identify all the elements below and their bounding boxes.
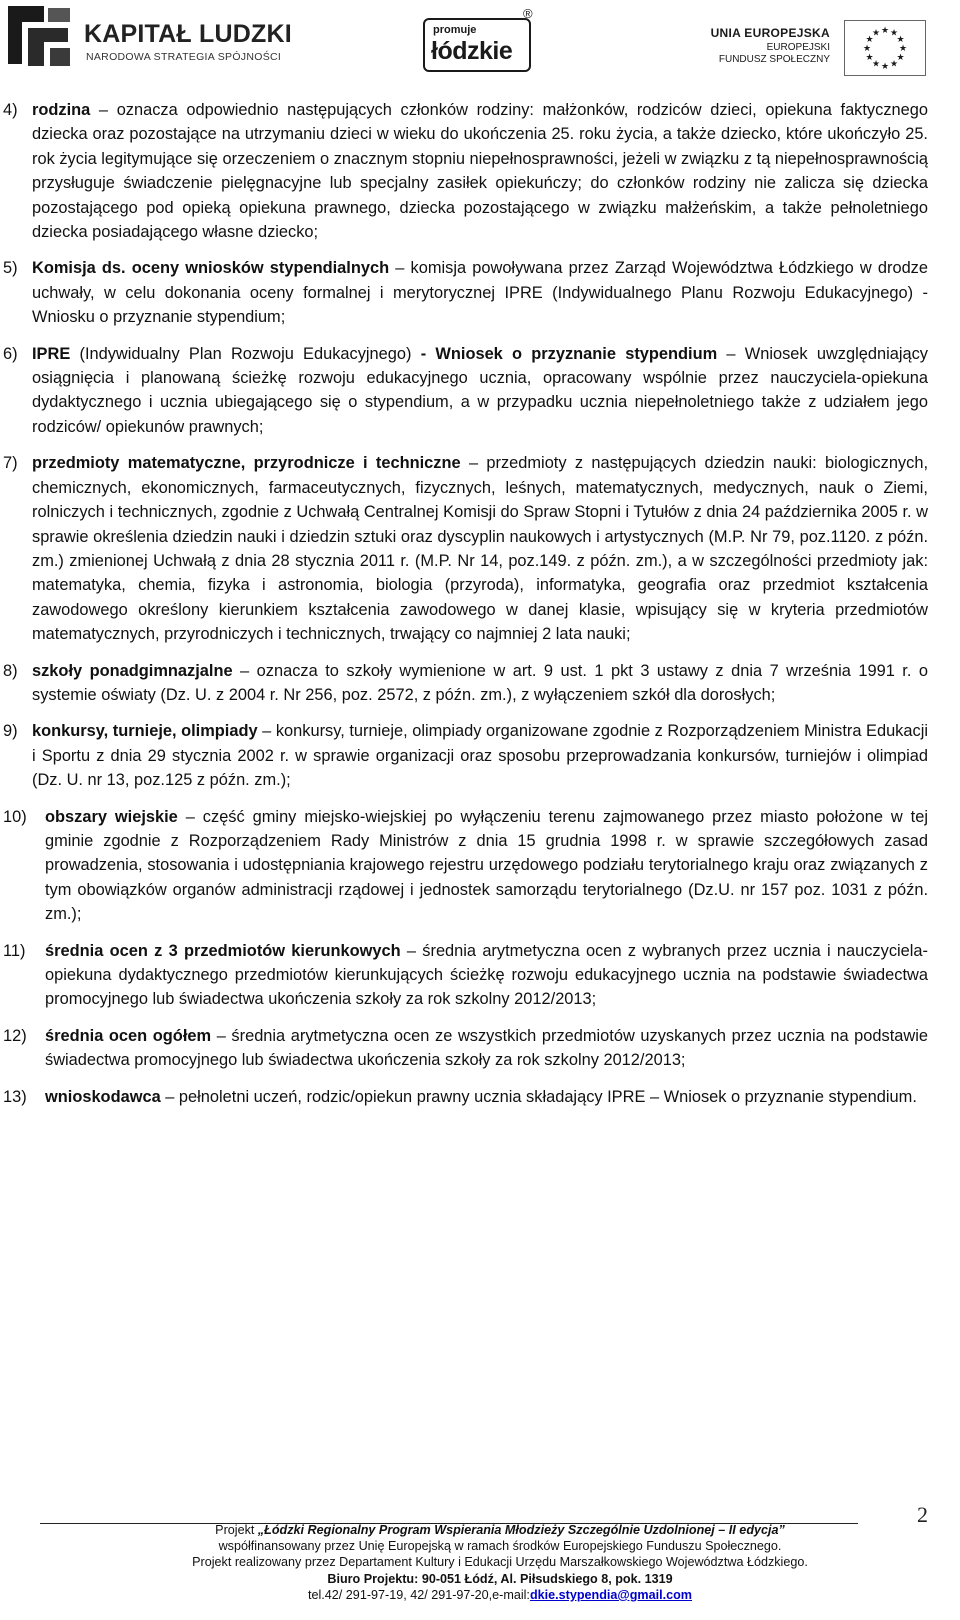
item-number: 10)	[3, 807, 27, 826]
definition-item-10	[3, 805, 928, 927]
item-text: – średnia arytmetyczna ocen z wybranych przez ucznia i nauczyciela-opiekuna dydaktycznego przedmiotów kierunkujących ścieżkę rozwoju edukacyjnego ucznia na podstawie świadectwa promocyjnego lub świadectwa ukończenia szkoły za rok szkolny 2012/2013;	[45, 941, 928, 1009]
svg-text:★: ★	[865, 53, 874, 63]
kapital-ludzki-logo	[4, 2, 304, 72]
kapital-ludzki-name: KAPITAŁ LUDZKI	[84, 20, 292, 48]
item-text: – średnia arytmetyczna ocen ze wszystkich przedmiotów uzyskanych przez ucznia na podstawie świadectwa promocyjnego lub świadectwa ukończenia szkoły za rok szkolny 2012/2013;	[45, 1026, 928, 1070]
svg-text:★: ★	[898, 44, 908, 54]
item-text: – przedmioty z następujących dziedzin nauki: biologicznych, chemicznych, ekonomicznych, farmaceutycznych, fizycznych, leśnych, matematycznych, medycznych, nauk o Ziemi, rolniczych i technicznych, zgodnie z Uchwałą Centralnej Komisji do Spraw Stopni i Tytułów z dnia 24 października 2005 r. w sprawie określenia dziedzin nauki i dziedzin sztuki oraz dyscyplin naukowych i artystycznych (M.P. Nr 79, poz.1120. z późn. zm.) zmienionej Uchwałą z dnia 28 stycznia 2011 r. (M.P. Nr 14, poz.149. z późn. zm.), a w szczególności przedmioty jak: matematyka, chemia, fizyka i astronomia, biologia (przyroda), informatyka, geografia oraz przedmiot kształcenia zawodowego określony kierunkiem kształcenia zawodowego w danej klasie, wpisujący się w kryteria przedmiotów matematycznych, przyrodniczych i technicznych, trwający co najmniej 2 lata nauki;	[32, 454, 928, 644]
lodzkie-logo-main: łódzkie	[431, 37, 513, 65]
item-term: wnioskodawca	[45, 1087, 161, 1106]
definition-item-12	[3, 1024, 928, 1073]
svg-text:★: ★	[896, 53, 905, 63]
svg-text:★: ★	[865, 35, 874, 45]
item-term: Komisja ds. oceny wniosków stypendialnych	[32, 259, 390, 278]
eu-line-1: UNIA EUROPEJSKA	[710, 26, 830, 40]
item-text: – pełnoletni uczeń, rodzic/opiekun prawny ucznia składający IPRE – Wniosek o przyznanie stypendium.	[160, 1087, 917, 1106]
item-text: – oznacza to szkoły wymienione w art. 9 ust. 1 pkt 3 ustawy z dnia 7 września 1991 r. o systemie oświaty (Dz. U. z 2004 r. Nr 256, poz. 2572, z późn. zm.), z wyłączeniem szkół dla dorosłych;	[32, 661, 928, 704]
svg-text:★: ★	[880, 62, 890, 72]
page-footer	[40, 1522, 960, 1603]
svg-text:★: ★	[889, 59, 899, 70]
promuje-lodzkie-logo	[423, 6, 539, 68]
item-term: przedmioty matematyczne, przyrodnicze i techniczne	[32, 454, 461, 473]
definition-item-13	[3, 1085, 928, 1109]
definitions-list	[0, 98, 960, 1121]
item-number: 5)	[3, 259, 18, 278]
item-term: szkoły ponadgimnazjalne	[32, 661, 233, 680]
svg-text:★: ★	[862, 44, 872, 54]
footer-line-1	[40, 1522, 960, 1538]
item-text-a: (Indywidualny Plan Rozwoju Edukacyjnego)	[70, 344, 421, 363]
item-term: średnia ocen z 3 przedmiotów kierunkowych	[45, 941, 401, 960]
item-text: – oznacza odpowiednio następujących członków rodziny: małżonków, rodziców dzieci, opiekuna faktycznego dziecka oraz pozostające na utrzymaniu dzieci w wieku do ukończenia 25. roku życia, a także dziecko, które ukończyło 25. rok życia legitymujące się orzeczeniem o znacznym stopniu niepełnosprawności, jeżeli w związku z tą niepełnosprawnością przysługuje świadczenie pielęgnacyjne lub specjalny zasiłek opiekuńczy; do członków rodziny nie zalicza się dziecka pozostającego pod opieką opiekuna prawnego, dziecka pozostającego w związku małżeńskim, a także pełnoletniego dziecka posiadającego własne dziecko;	[32, 101, 928, 242]
item-term-2: - Wniosek o przyznanie stypendium	[420, 344, 718, 363]
item-text: – komisja powoływana przez Zarząd Województwa Łódzkiego w drodze uchwały, w celu dokonania oceny formalnej i merytorycznej IPRE (Indywidualnego Planu Rozwoju Edukacyjnego) - Wniosku o przyznanie stypendium;	[32, 259, 928, 327]
eu-logo	[678, 12, 958, 70]
item-number: 8)	[3, 661, 18, 680]
item-term: konkursy, turnieje, olimpiady	[32, 722, 258, 741]
item-number: 11)	[3, 941, 26, 960]
item-number: 7)	[3, 454, 18, 473]
footer-project-title: „Łódzki Regionalny Program Wspierania Młodzieży Szczególnie Uzdolnionej – II edycja”	[257, 1523, 785, 1537]
lodzkie-logo-top: promuje	[433, 24, 477, 36]
kapital-ludzki-emblem-icon	[4, 2, 76, 70]
footer-line-4: Biuro Projektu: 90-051 Łódź, Al. Piłsudskiego 8, pok. 1319	[327, 1571, 673, 1586]
definition-item-5	[3, 256, 928, 329]
footer-line-3: Projekt realizowany przez Departament Kultury i Edukacji Urzędu Marszałkowskiego Województwa Łódzkiego.	[192, 1555, 808, 1570]
item-number: 4)	[3, 101, 18, 119]
item-number: 12)	[3, 1026, 27, 1045]
footer-line-5	[40, 1587, 960, 1603]
definition-item-4	[3, 98, 928, 244]
svg-text:★: ★	[880, 26, 890, 36]
eu-line-2: EUROPEJSKI	[766, 42, 830, 53]
item-number: 6)	[3, 344, 18, 363]
svg-text:★: ★	[889, 28, 899, 39]
eu-line-3: FUNDUSZ SPOŁECZNY	[718, 54, 830, 65]
email-link[interactable]: dkie.stypendia@gmail.com	[529, 1587, 692, 1602]
registered-mark: ®	[523, 6, 533, 21]
definition-item-6	[3, 342, 928, 440]
svg-text:★: ★	[871, 28, 881, 39]
eu-logo-text	[711, 26, 830, 65]
kapital-ludzki-subtitle: NARODOWA STRATEGIA SPÓJNOŚCI	[86, 51, 282, 63]
item-text: – Wniosek uwzględniający osiągnięcia i planowaną ścieżkę rozwoju edukacyjnego ucznia, opracowany wspólnie przez nauczyciela-opiekuna dydaktycznego i ucznia ubiegającego się o stypendium, a w przypadku ucznia niepełnoletniego także z udziałem jego rodziców/ opiekunów prawnych;	[32, 344, 928, 436]
definition-item-9	[3, 719, 928, 792]
item-term: średnia ocen ogółem	[45, 1026, 212, 1045]
page-number: 2	[917, 1502, 928, 1527]
definition-item-7	[3, 451, 928, 646]
svg-text:★: ★	[871, 59, 881, 70]
item-term: rodzina	[32, 101, 91, 119]
item-number: 13)	[3, 1087, 27, 1106]
item-number: 9)	[3, 722, 18, 741]
eu-flag-icon	[844, 20, 926, 76]
footer-contact: tel.42/ 291-97-19, 42/ 291-97-20,e-mail:	[308, 1587, 530, 1602]
item-text: – konkursy, turnieje, olimpiady organizowane zgodnie z Rozporządzeniem Ministra Edukacji i Sportu z dnia 29 stycznia 2002 r. w sprawie organizacji oraz sposobu przeprowadzania konkursów, turniejów i olimpiad (Dz. U. nr 13, poz.125 z późn. zm.);	[32, 722, 928, 790]
svg-text:★: ★	[896, 35, 905, 45]
definition-item-8	[3, 659, 928, 708]
footer-line-2: współfinansowany przez Unię Europejską w ramach środków Europejskiego Funduszu Społecznego.	[218, 1539, 782, 1554]
footer-project-prefix: Projekt	[215, 1523, 258, 1537]
item-text: – część gminy miejsko-wiejskiej po wyłączeniu terenu zajmowanego przez miasto położone w tej gminie zgodnie z Rozporządzeniem Rady Ministrów z dnia 15 grudnia 1998 r. w sprawie szczegółowych zasad prowadzenia, stosowania i udostępniania krajowego rejestru urzędowego podziału terytorialnego kraju oraz związanych z tym obowiązków organów administracji rządowej i jednostek samorządu terytorialnego (Dz.U. nr 157 poz. 1031 z późn. zm.);	[45, 807, 928, 924]
item-term: IPRE	[32, 344, 71, 363]
item-term: obszary wiejskie	[45, 807, 178, 826]
definition-item-11	[3, 939, 928, 1012]
